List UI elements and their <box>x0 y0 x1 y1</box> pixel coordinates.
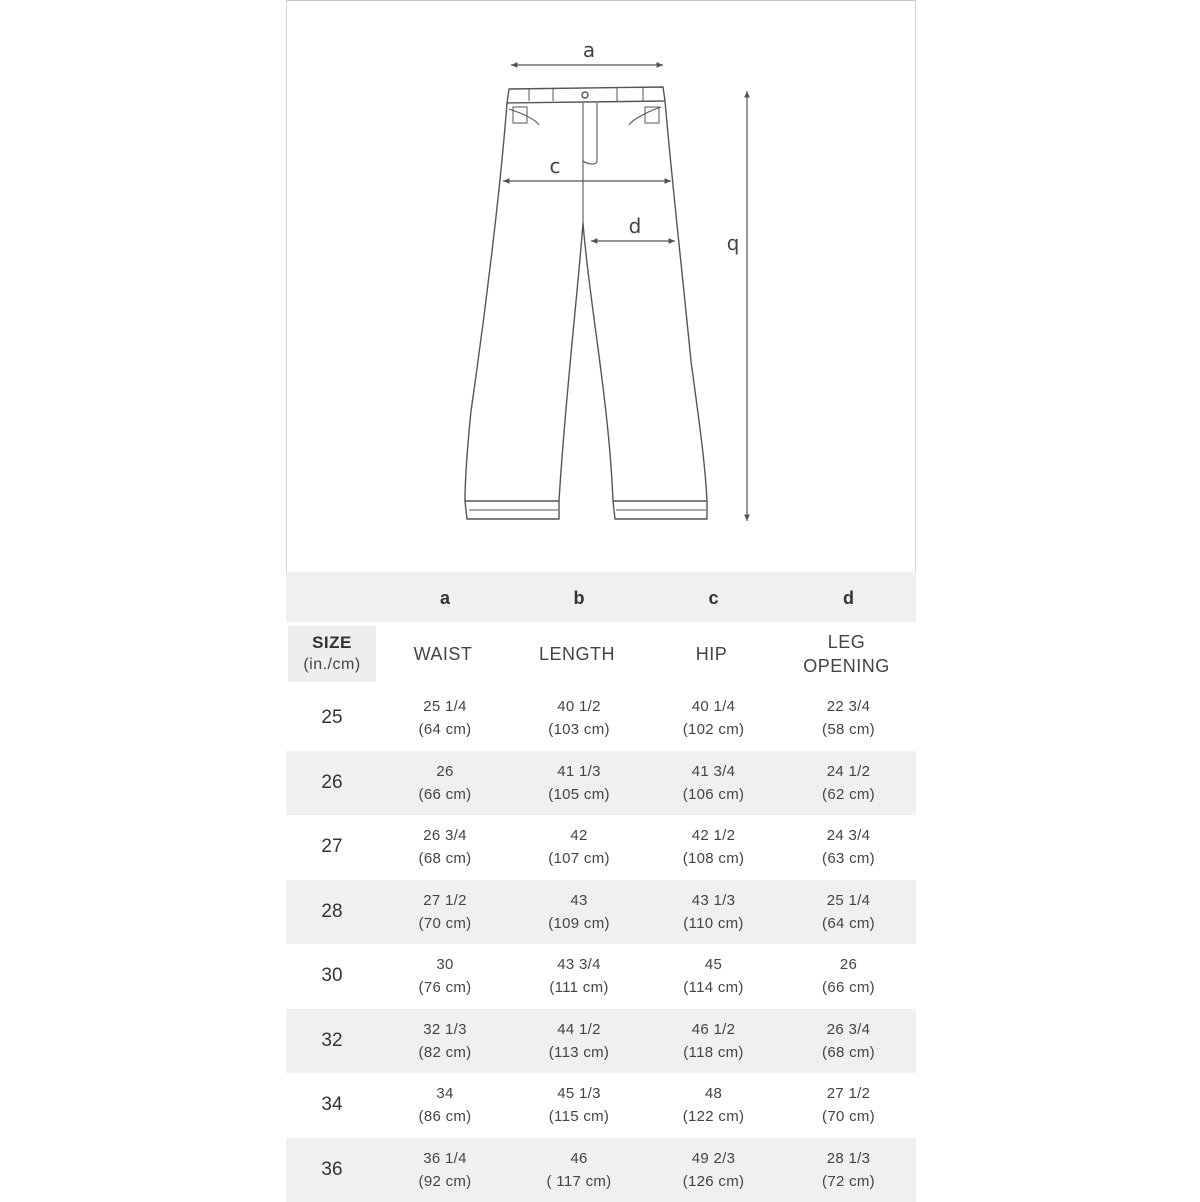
length-cm: (103 cm) <box>548 718 610 741</box>
dimension-b <box>727 91 747 521</box>
length-inches: 46 <box>570 1147 587 1170</box>
header-length: LENGTH <box>510 622 644 686</box>
header-hip: HIP <box>644 622 779 686</box>
length-inches: 42 <box>570 824 587 847</box>
leg-inches: 24 3/4 <box>827 824 871 847</box>
pants-outline <box>465 87 707 519</box>
leg-cell <box>781 944 916 1009</box>
waist-cell <box>378 686 512 751</box>
hip-cm: (114 cm) <box>683 976 743 999</box>
waist-inches: 27 1/2 <box>423 889 467 912</box>
label-a: a <box>583 38 595 62</box>
size-cell: 27 <box>286 815 378 880</box>
length-cm: (113 cm) <box>549 1041 609 1064</box>
leg-cell <box>781 686 916 751</box>
leg-cell <box>781 880 916 945</box>
length-inches: 45 1/3 <box>557 1082 601 1105</box>
length-cm: (105 cm) <box>548 783 610 806</box>
leg-inches: 24 1/2 <box>827 760 871 783</box>
letter-a: a <box>378 572 512 622</box>
waist-cm: (92 cm) <box>419 1170 472 1193</box>
leg-inches: 22 3/4 <box>827 695 871 718</box>
hip-cm: (108 cm) <box>683 847 745 870</box>
letter-b: b <box>512 572 646 622</box>
size-cell: 25 <box>286 686 378 751</box>
table-row <box>286 880 916 945</box>
waist-inches: 36 1/4 <box>423 1147 467 1170</box>
letter-cell-empty <box>286 572 378 622</box>
size-chart-sheet <box>286 0 916 1200</box>
hip-cm: (118 cm) <box>683 1041 743 1064</box>
length-cell <box>512 1009 646 1074</box>
table-row <box>286 944 916 1009</box>
hip-cell <box>646 751 781 816</box>
dimension-a <box>511 38 663 65</box>
leg-cm: (64 cm) <box>822 912 875 935</box>
length-cell <box>512 944 646 1009</box>
size-cell: 26 <box>286 751 378 816</box>
letter-c: c <box>646 572 781 622</box>
label-b: b <box>727 234 740 258</box>
size-rows <box>286 686 916 1202</box>
table-row <box>286 1009 916 1074</box>
leg-cm: (68 cm) <box>822 1041 875 1064</box>
size-cell: 36 <box>286 1138 378 1202</box>
waist-inches: 30 <box>436 953 453 976</box>
header-leg-opening <box>779 622 914 686</box>
size-cell: 28 <box>286 880 378 945</box>
waist-cm: (64 cm) <box>419 718 472 741</box>
header-waist-label: WAIST <box>414 642 473 666</box>
size-header <box>288 626 376 682</box>
waist-inches: 34 <box>436 1082 453 1105</box>
hip-cell <box>646 880 781 945</box>
length-cm: (111 cm) <box>549 976 608 999</box>
waist-cm: (66 cm) <box>419 783 472 806</box>
measurement-letter-row <box>286 572 916 622</box>
table-row <box>286 751 916 816</box>
size-cell: 32 <box>286 1009 378 1074</box>
hip-cell <box>646 1138 781 1202</box>
length-cm: (107 cm) <box>548 847 610 870</box>
hip-cm: (126 cm) <box>683 1170 745 1193</box>
header-leg-opening-line1: LEG <box>828 630 866 654</box>
leg-inches: 26 3/4 <box>827 1018 871 1041</box>
hip-inches: 46 1/2 <box>692 1018 736 1041</box>
label-c: c <box>550 154 561 178</box>
hip-inches: 49 2/3 <box>692 1147 736 1170</box>
leg-cm: (70 cm) <box>822 1105 875 1128</box>
hip-inches: 45 <box>705 953 722 976</box>
length-cell <box>512 815 646 880</box>
waist-cell <box>378 1138 512 1202</box>
waist-cm: (76 cm) <box>419 976 472 999</box>
hip-cm: (102 cm) <box>683 718 745 741</box>
length-cell <box>512 686 646 751</box>
leg-cm: (66 cm) <box>822 976 875 999</box>
leg-cell <box>781 1138 916 1202</box>
hip-cm: (122 cm) <box>683 1105 745 1128</box>
leg-cell <box>781 1009 916 1074</box>
table-row <box>286 1138 916 1202</box>
waist-inches: 26 <box>436 760 453 783</box>
length-cell <box>512 1073 646 1138</box>
length-cell <box>512 1138 646 1202</box>
header-waist <box>376 622 510 686</box>
leg-inches: 25 1/4 <box>827 889 871 912</box>
leg-cm: (72 cm) <box>822 1170 875 1193</box>
waist-inches: 32 1/3 <box>423 1018 467 1041</box>
length-cell <box>512 751 646 816</box>
waist-cell <box>378 1009 512 1074</box>
leg-cm: (63 cm) <box>822 847 875 870</box>
leg-cell <box>781 815 916 880</box>
table-row <box>286 1073 916 1138</box>
hip-inches: 40 1/4 <box>692 695 736 718</box>
size-header-title: SIZE <box>312 632 352 654</box>
leg-cell <box>781 1073 916 1138</box>
waist-cell <box>378 944 512 1009</box>
leg-cm: (62 cm) <box>822 783 875 806</box>
size-table <box>286 572 916 1202</box>
dimension-d <box>591 214 675 241</box>
column-header-row <box>286 622 916 686</box>
length-cell <box>512 880 646 945</box>
length-inches: 43 <box>570 889 587 912</box>
hip-cell <box>646 815 781 880</box>
length-inches: 40 1/2 <box>557 695 601 718</box>
hip-cell <box>646 686 781 751</box>
hip-cm: (106 cm) <box>683 783 745 806</box>
hip-cell <box>646 1073 781 1138</box>
waist-inches: 26 3/4 <box>423 824 467 847</box>
label-d: d <box>629 214 642 238</box>
waist-cm: (86 cm) <box>419 1105 472 1128</box>
hip-inches: 43 1/3 <box>692 889 736 912</box>
waist-inches: 25 1/4 <box>423 695 467 718</box>
size-header-unit: (in./cm) <box>303 654 360 676</box>
leg-cm: (58 cm) <box>822 718 875 741</box>
size-cell: 34 <box>286 1073 378 1138</box>
hip-inches: 41 3/4 <box>692 760 736 783</box>
length-cm: (115 cm) <box>549 1105 609 1128</box>
waist-cm: (70 cm) <box>419 912 472 935</box>
length-inches: 43 3/4 <box>557 953 601 976</box>
waist-cell <box>378 880 512 945</box>
letter-d: d <box>781 572 916 622</box>
hip-cm: (110 cm) <box>683 912 743 935</box>
size-cell: 30 <box>286 944 378 1009</box>
waist-cell <box>378 751 512 816</box>
length-cm: ( 117 cm) <box>547 1170 612 1193</box>
leg-inches: 28 1/3 <box>827 1147 871 1170</box>
hip-inches: 42 1/2 <box>692 824 736 847</box>
hip-inches: 48 <box>705 1082 722 1105</box>
leg-inches: 27 1/2 <box>827 1082 871 1105</box>
header-leg-opening-line2: OPENING <box>803 654 890 678</box>
hip-cell <box>646 944 781 1009</box>
pants-diagram <box>287 1 917 573</box>
waist-cm: (68 cm) <box>419 847 472 870</box>
hip-cell <box>646 1009 781 1074</box>
table-row <box>286 686 916 751</box>
waist-cell <box>378 815 512 880</box>
leg-inches: 26 <box>840 953 857 976</box>
length-inches: 41 1/3 <box>557 760 601 783</box>
waist-cm: (82 cm) <box>419 1041 472 1064</box>
length-inches: 44 1/2 <box>557 1018 601 1041</box>
waist-cell <box>378 1073 512 1138</box>
pants-diagram-panel <box>286 0 916 572</box>
dimension-c <box>503 154 671 181</box>
leg-cell <box>781 751 916 816</box>
length-cm: (109 cm) <box>548 912 610 935</box>
table-row <box>286 815 916 880</box>
